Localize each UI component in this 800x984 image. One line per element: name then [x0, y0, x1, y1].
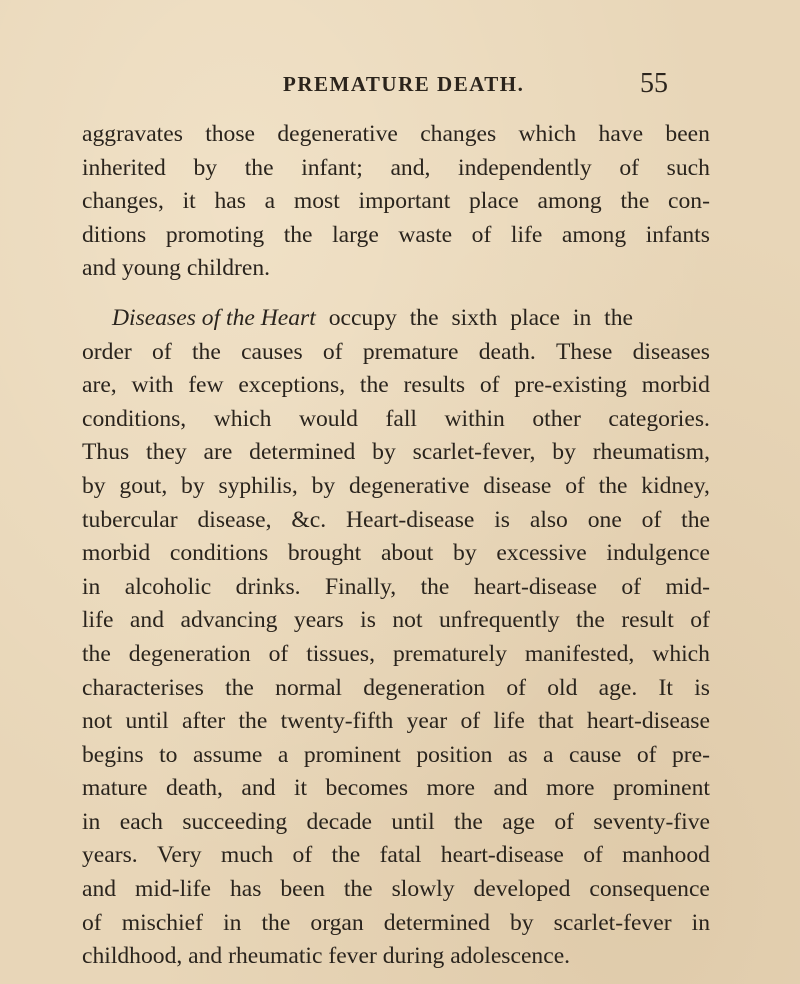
text-line: life and advancing years is not unfrequently the result of: [82, 607, 710, 634]
running-head: [0, 62, 800, 102]
text-line: conditions, which would fall within other categories.: [82, 405, 710, 432]
paragraph-1: [82, 118, 710, 286]
italic-lead: Diseases of the Heart: [112, 304, 316, 331]
text-line: mature death, and it becomes more and more prominent: [82, 775, 710, 802]
text-line: tubercular disease, &c. Heart-disease is also one of the: [82, 506, 710, 533]
text-line: in each succeeding decade until the age of seventy-five: [82, 808, 710, 835]
text-line: in alcoholic drinks. Finally, the heart-disease of mid-: [82, 573, 710, 600]
text-line: not until after the twenty-fifth year of life that heart-disease: [82, 708, 710, 735]
text-line: begins to assume a prominent position as a cause of pre-: [82, 741, 710, 768]
text-line: changes, it has a most important place among the con-: [82, 188, 710, 215]
page-number: 55: [640, 68, 668, 99]
lead-rest: occupy the sixth place in the: [315, 304, 633, 331]
text-line: aggravates those degenerative changes which have been: [82, 121, 710, 147]
text-line: ditions promoting the large waste of life among infants: [82, 221, 710, 248]
text-line: morbid conditions brought about by excessive indulgence: [82, 540, 710, 567]
text-line-lead: [82, 302, 710, 336]
text-line: inherited by the infant; and, independently of such: [82, 154, 710, 181]
text-line: childhood, and rheumatic fever during adolescence.: [82, 943, 571, 970]
text-line: years. Very much of the fatal heart-disease of manhood: [82, 842, 710, 869]
text-line: by gout, by syphilis, by degenerative disease of the kidney,: [82, 472, 710, 499]
text-line: of mischief in the organ determined by scarlet-fever in: [82, 909, 710, 936]
body-text: [82, 118, 710, 974]
text-line: and young children.: [82, 255, 271, 282]
text-line: order of the causes of premature death. These diseases: [82, 338, 710, 365]
text-line: Thus they are determined by scarlet-fever, by rheumatism,: [82, 439, 710, 466]
text-line: the degeneration of tissues, prematurely manifested, which: [82, 640, 710, 667]
text-line: are, with few exceptions, the results of pre-existing morbid: [82, 372, 710, 399]
text-line: characterises the normal degeneration of old age. It is: [82, 674, 710, 701]
text-line: and mid-life has been the slowly developed consequence: [82, 876, 710, 903]
paragraph-2: [82, 302, 710, 974]
running-title: PREMATURE DEATH.: [283, 72, 525, 96]
